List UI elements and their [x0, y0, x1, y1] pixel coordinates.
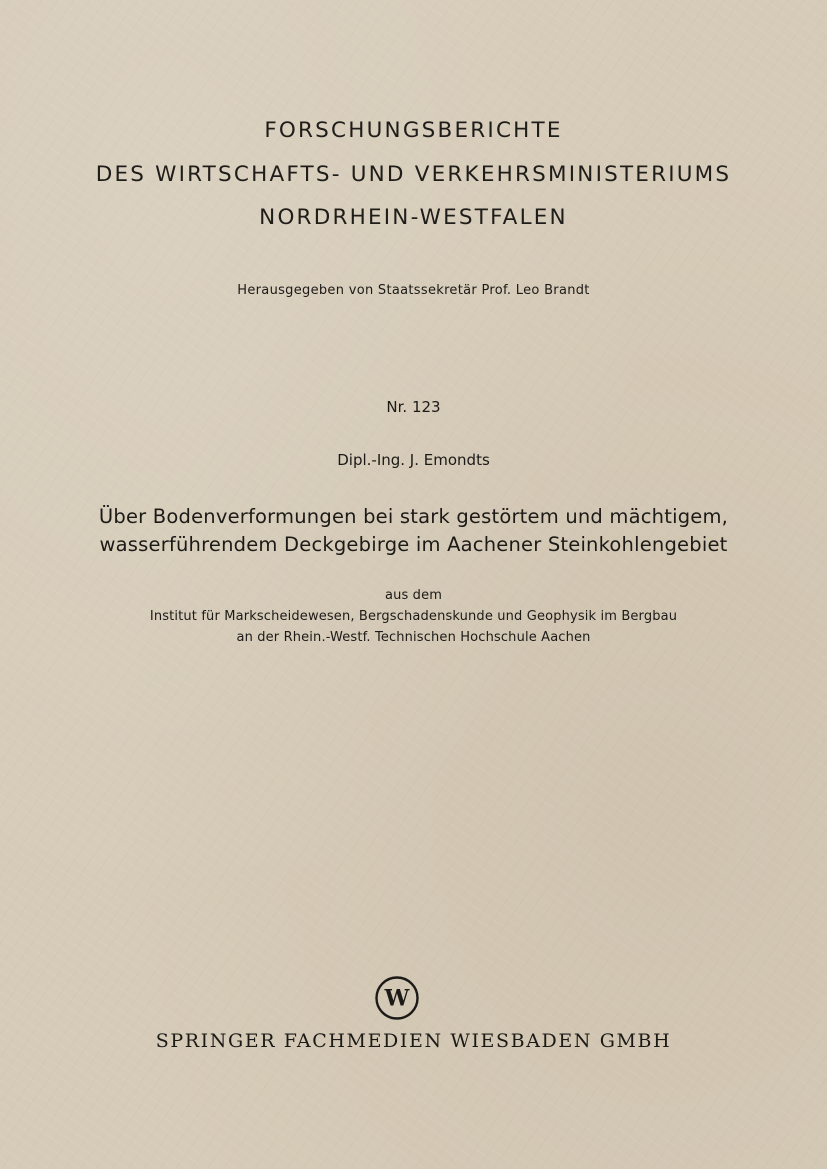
institute-line-2: an der Rhein.-Westf. Technischen Hochschule Aachen	[236, 630, 591, 645]
institute-intro: aus dem	[384, 588, 443, 603]
author-name: Dipl.-Ing. J. Emondts	[337, 451, 490, 469]
volume-number: Nr. 123	[386, 398, 441, 416]
publisher-logo-icon	[374, 975, 420, 1021]
series-title-line-3: NORDRHEIN-WESTFALEN	[259, 205, 568, 230]
series-title-line-1: FORSCHUNGSBERICHTE	[264, 118, 563, 143]
book-title-line-2: wasserführendem Deckgebirge im Aachener Steinkohlengebiet	[99, 533, 728, 556]
editor-line: Herausgegeben von Staatssekretär Prof. Leo Brandt	[237, 283, 590, 298]
institute-line-1: Institut für Markscheidewesen, Bergschadenskunde und Geophysik im Bergbau	[149, 609, 678, 624]
publisher-logo-letter: W	[384, 985, 410, 1012]
publisher-name: SPRINGER FACHMEDIEN WIESBADEN GMBH	[155, 1030, 672, 1052]
book-title-line-1: Über Bodenverformungen bei stark gestörtem und mächtigem,	[98, 505, 729, 528]
series-title-line-2: DES WIRTSCHAFTS- UND VERKEHRSMINISTERIUMS	[95, 162, 732, 187]
